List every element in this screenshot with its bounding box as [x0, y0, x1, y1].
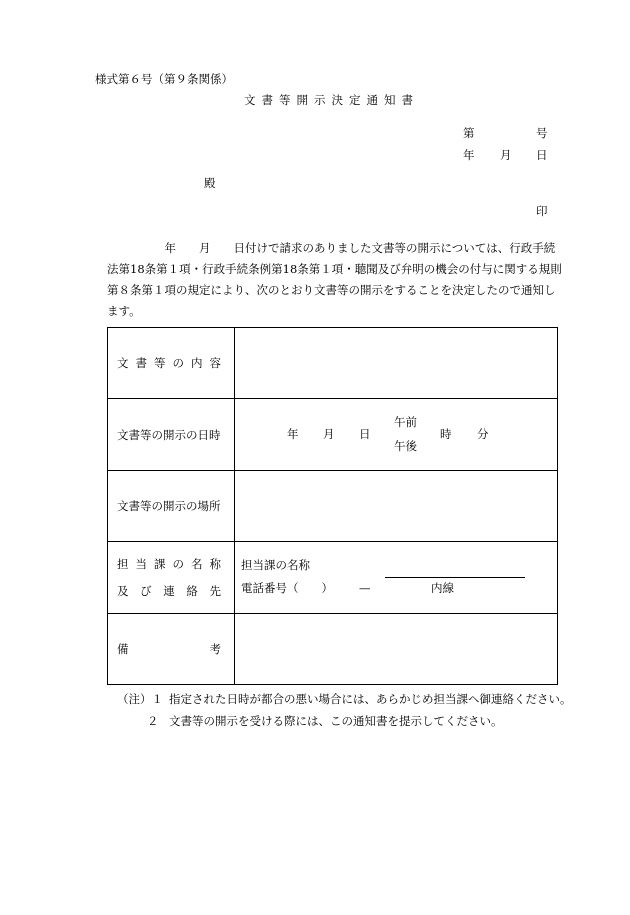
section-name-underline [385, 577, 525, 578]
value-disclosure-datetime[interactable] [235, 399, 558, 471]
table-row-place [108, 471, 558, 542]
label-char: 考 [209, 642, 221, 656]
dt-day: 日 [359, 427, 371, 441]
body-line: 法第18条第１項・行政手続条例第18条第１項・聴聞及び弁明の機会の付与に関する規則 [107, 262, 562, 276]
doc-number-dai: 第 [463, 126, 475, 140]
label-char: 内 [191, 356, 203, 370]
table-row-datetime [108, 399, 558, 471]
label-char: 書 [135, 356, 147, 370]
label-section-contact [108, 542, 235, 614]
label-char: 連 [163, 584, 175, 598]
label-char: 課 [154, 557, 166, 571]
dt-month: 月 [323, 427, 335, 441]
seal-in: 印 [536, 204, 548, 218]
dt-year: 年 [287, 427, 299, 441]
label-char: の [172, 356, 184, 370]
body-line: ます。 [107, 304, 141, 318]
doc-number-go: 号 [536, 126, 548, 140]
phone-label: 電話番号（ ） [241, 581, 333, 595]
table-row-contact [108, 542, 558, 614]
label-char: 先 [209, 584, 221, 598]
label-disclosure-datetime: 文書等の開示の日時 [108, 399, 235, 471]
dt-pm: 午後 [394, 439, 417, 453]
dt-hour: 時 [440, 427, 452, 441]
form-number: 様式第６号（第９条関係） [95, 72, 233, 86]
dt-am: 午前 [394, 415, 417, 429]
date-year-label: 年 [463, 148, 475, 162]
body-paragraph [107, 238, 575, 322]
date-month-label: 月 [500, 148, 512, 162]
label-disclosure-place: 文書等の開示の場所 [108, 471, 235, 542]
disclosure-table [107, 327, 558, 685]
body-line: 第８条第１項の規定により、次のとおり文書等の開示をすることを決定したので通知し [107, 283, 556, 297]
table-row-contents [108, 328, 558, 399]
document-title: 文書等開示決定通知書 [244, 93, 419, 107]
contact-fields [235, 542, 557, 613]
label-document-contents [108, 328, 235, 399]
label-remarks [108, 614, 235, 685]
section-name-label: 担当課の名称 [241, 558, 310, 572]
label-char: び [140, 584, 152, 598]
body-line: 年 月 日付けで請求のありました文書等の開示については、行政手続 [107, 241, 556, 255]
label-char: 名 [191, 557, 203, 571]
value-remarks[interactable] [235, 614, 558, 685]
label-char: の [172, 557, 184, 571]
datetime-fields [235, 399, 557, 470]
value-document-contents[interactable] [235, 328, 558, 399]
label-char: 及 [117, 584, 129, 598]
label-char: 文 [117, 356, 129, 370]
label-char: 容 [209, 356, 221, 370]
extension-label: 内線 [431, 581, 454, 595]
phone-dash: — [359, 581, 371, 595]
note-2-prefix: ２ [147, 714, 159, 728]
note-2-text: 文書等の開示を受ける際には、この通知書を提示してください。 [169, 714, 503, 728]
label-char: 称 [209, 557, 221, 571]
dt-minute: 分 [477, 427, 489, 441]
value-section-contact[interactable] [235, 542, 558, 614]
table-row-remarks [108, 614, 558, 685]
note-1-prefix: （注）１ [117, 692, 163, 706]
value-disclosure-place[interactable] [235, 471, 558, 542]
label-char: 備 [117, 642, 129, 656]
addressee-dono: 殿 [204, 176, 216, 190]
note-1-text: 指定された日時が都合の悪い場合には、あらかじめ担当課へ御連絡ください。 [169, 692, 572, 706]
label-char: 絡 [186, 584, 198, 598]
date-day-label: 日 [536, 148, 548, 162]
label-char: 担 [117, 557, 129, 571]
label-char: 等 [154, 356, 166, 370]
label-char: 当 [135, 557, 147, 571]
